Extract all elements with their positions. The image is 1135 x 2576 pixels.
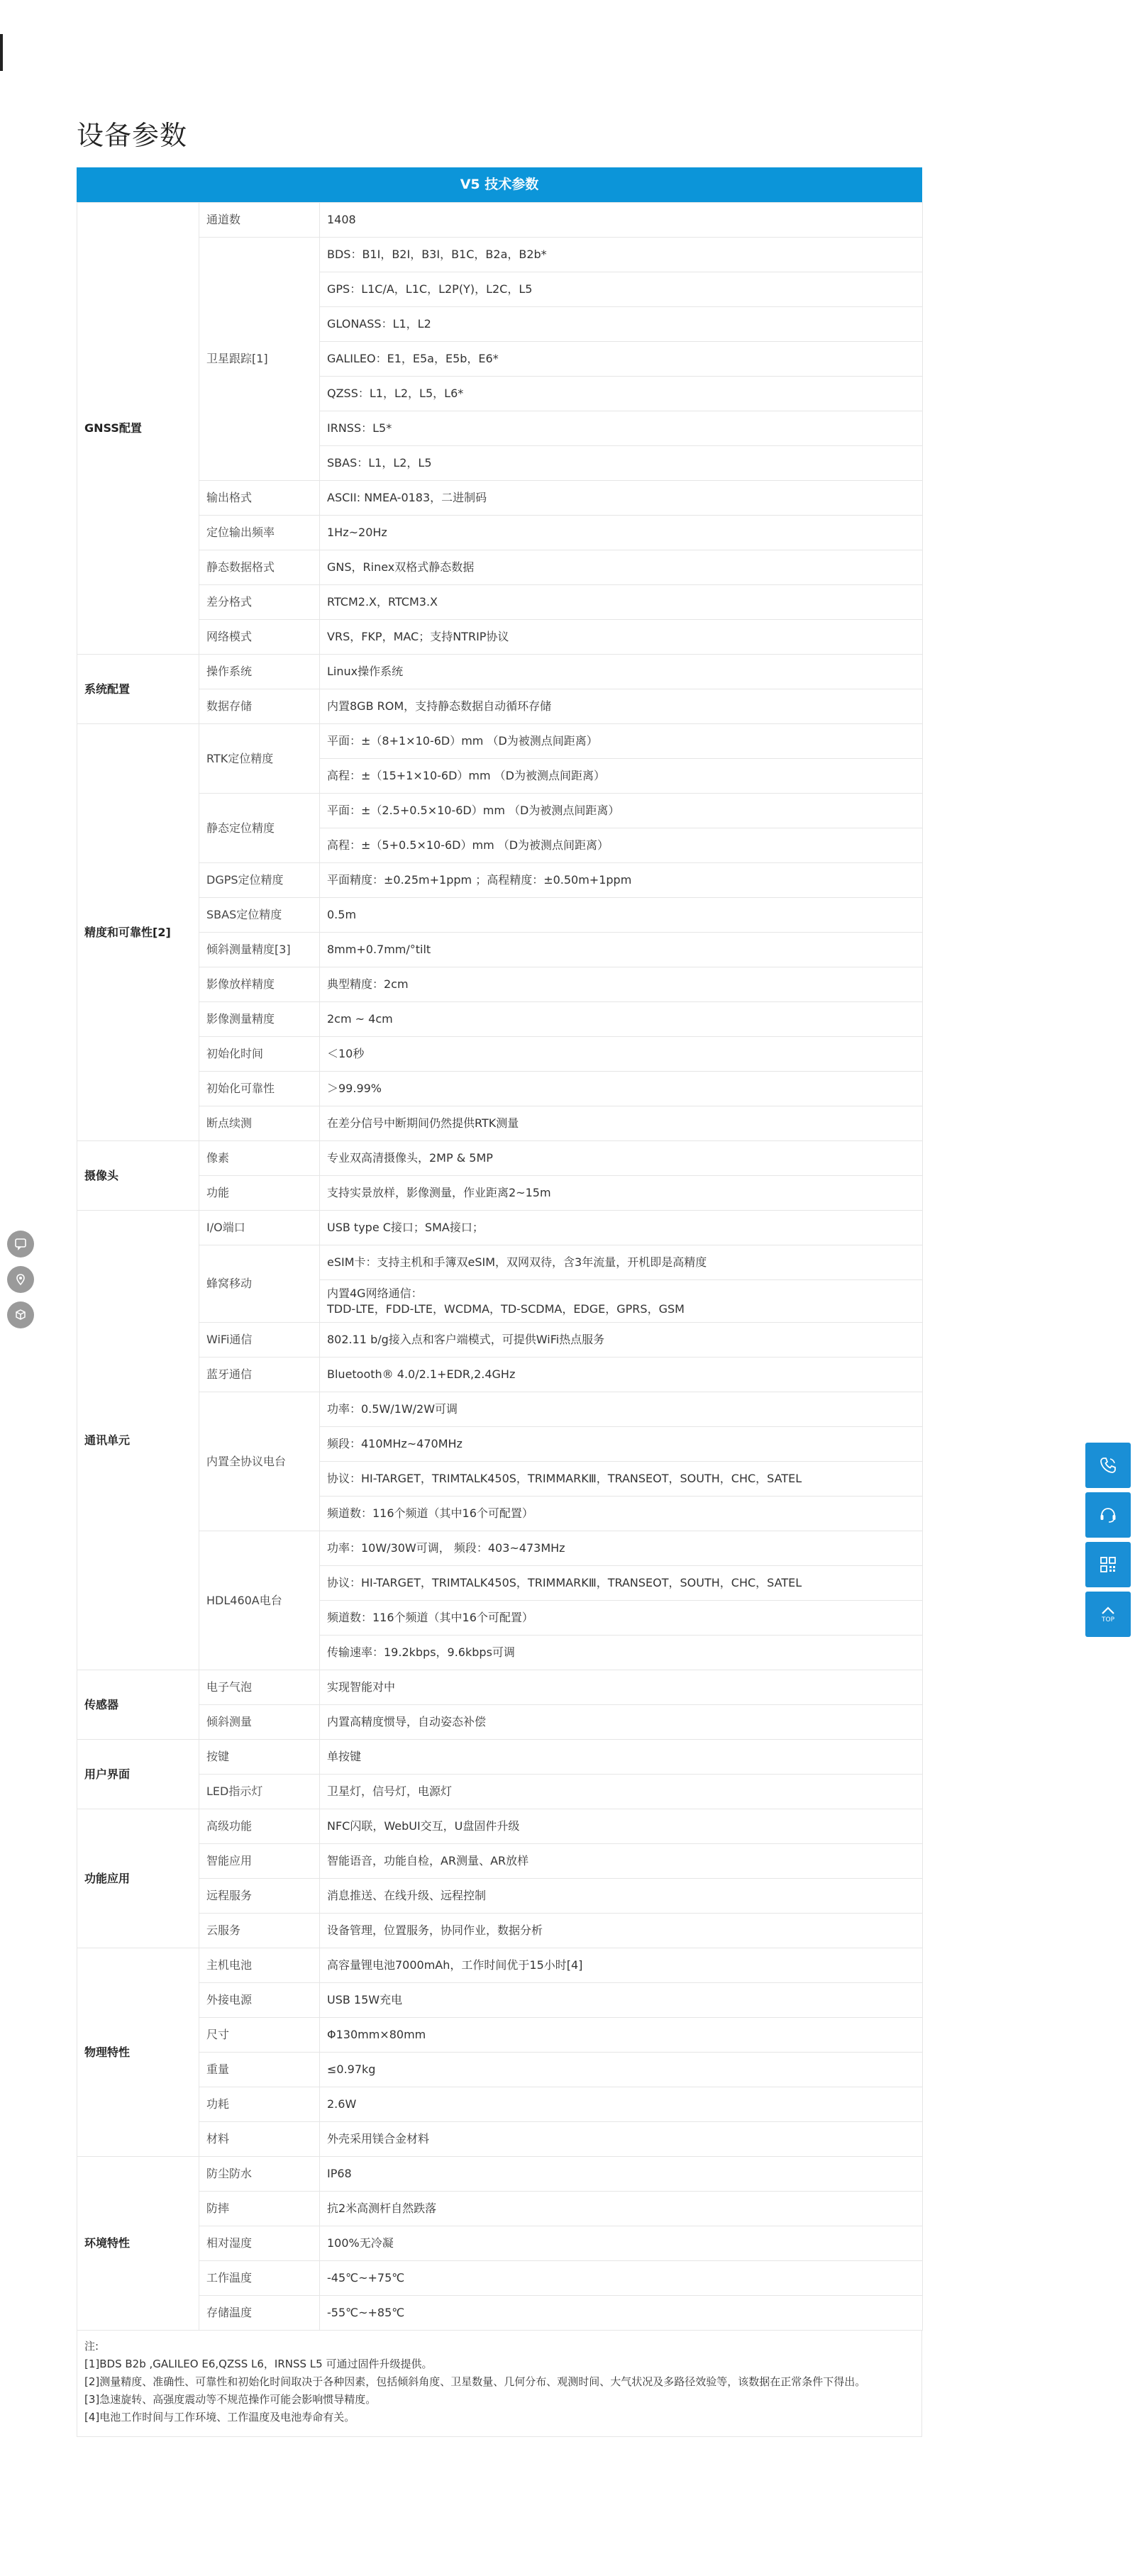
table-row bbox=[77, 1914, 923, 1948]
parameter-name-cell: 云服务 bbox=[199, 1914, 320, 1948]
parameter-value-cell: eSIM卡：支持主机和手簿双eSIM，双网双待，含3年流量，开机即是高精度 bbox=[320, 1245, 923, 1280]
parameter-value-cell: SBAS：L1，L2，L5 bbox=[320, 446, 923, 481]
parameter-value-cell: 1Hz~20Hz bbox=[320, 516, 923, 550]
table-row bbox=[77, 2018, 923, 2053]
parameter-value-cell: Linux操作系统 bbox=[320, 655, 923, 689]
parameter-name-cell: 静态数据格式 bbox=[199, 550, 320, 585]
parameter-value-cell: 支持实景放样，影像测量，作业距离2~15m bbox=[320, 1176, 923, 1211]
parameter-name-cell: DGPS定位精度 bbox=[199, 863, 320, 898]
parameter-name-cell: 防尘防水 bbox=[199, 2157, 320, 2192]
table-row bbox=[77, 1948, 923, 1983]
table-row bbox=[77, 1037, 923, 1072]
category-cell: 物理特性 bbox=[77, 1948, 199, 2157]
parameter-name-cell: HDL460A电台 bbox=[199, 1531, 320, 1670]
table-row bbox=[77, 2053, 923, 2087]
parameter-name-cell: 高级功能 bbox=[199, 1809, 320, 1844]
parameter-name-cell: 主机电池 bbox=[199, 1948, 320, 1983]
table-row bbox=[77, 2122, 923, 2157]
parameter-name-cell: 差分格式 bbox=[199, 585, 320, 620]
table-row bbox=[77, 2296, 923, 2331]
location-icon[interactable] bbox=[7, 1266, 34, 1293]
parameter-value-cell: GALILEO：E1，E5a，E5b，E6* bbox=[320, 342, 923, 377]
parameter-name-cell: 功耗 bbox=[199, 2087, 320, 2122]
parameter-value-cell: 平面：±（8+1×10-6D）mm （D为被测点间距离） bbox=[320, 724, 923, 759]
parameter-value-cell: 频段：410MHz~470MHz bbox=[320, 1427, 923, 1462]
parameter-value-cell: NFC闪联，WebUI交互，U盘固件升级 bbox=[320, 1809, 923, 1844]
parameter-name-cell: 卫星跟踪[1] bbox=[199, 238, 320, 481]
parameter-name-cell: 倾斜测量精度[3] bbox=[199, 933, 320, 967]
parameter-name-cell: 存储温度 bbox=[199, 2296, 320, 2331]
spec-table-header: V5 技术参数 bbox=[77, 167, 922, 202]
parameter-name-cell: 断点续测 bbox=[199, 1106, 320, 1141]
parameter-value-cell: 协议：HI-TARGET，TRIMTALK450S，TRIMMARKⅢ，TRANSEOT，SOUTH，CHC，SATEL bbox=[320, 1566, 923, 1601]
parameter-name-cell: 蜂窝移动 bbox=[199, 1245, 320, 1323]
left-floating-toolbar bbox=[7, 1231, 35, 1337]
parameter-value-cell: RTCM2.X，RTCM3.X bbox=[320, 585, 923, 620]
table-row bbox=[77, 2157, 923, 2192]
parameter-name-cell: 影像放样精度 bbox=[199, 967, 320, 1002]
table-row bbox=[77, 1323, 923, 1358]
table-row bbox=[77, 2226, 923, 2261]
parameter-value-cell: 高程：±（5+0.5×10-6D）mm （D为被测点间距离） bbox=[320, 828, 923, 863]
note-line: [3]急速旋转、高强度震动等不规范操作可能会影响惯导精度。 bbox=[84, 2393, 377, 2406]
spec-table bbox=[77, 202, 923, 2331]
parameter-value-cell: 高容量锂电池7000mAh，工作时间优于15小时[4] bbox=[320, 1948, 923, 1983]
parameter-name-cell: 静态定位精度 bbox=[199, 794, 320, 863]
table-row bbox=[77, 1531, 923, 1566]
parameter-name-cell: 数据存储 bbox=[199, 689, 320, 724]
top-accent-bar bbox=[0, 34, 3, 71]
parameter-value-cell: 802.11 b/g接入点和客户端模式，可提供WiFi热点服务 bbox=[320, 1323, 923, 1358]
parameter-value-cell: 在差分信号中断期间仍然提供RTK测量 bbox=[320, 1106, 923, 1141]
parameter-value-cell: 2cm ~ 4cm bbox=[320, 1002, 923, 1037]
back-to-top-icon[interactable] bbox=[1085, 1592, 1131, 1637]
parameter-value-cell: IRNSS：L5* bbox=[320, 411, 923, 446]
parameter-name-cell: 按键 bbox=[199, 1740, 320, 1775]
phone-icon[interactable] bbox=[1085, 1443, 1131, 1488]
table-row bbox=[77, 1879, 923, 1914]
parameter-name-cell: 工作温度 bbox=[199, 2261, 320, 2296]
table-row bbox=[77, 863, 923, 898]
table-row bbox=[77, 1002, 923, 1037]
parameter-name-cell: 初始化可靠性 bbox=[199, 1072, 320, 1106]
table-row bbox=[77, 967, 923, 1002]
category-cell: 功能应用 bbox=[77, 1809, 199, 1948]
parameter-value-cell: 内置4G网络通信： TDD-LTE，FDD-LTE，WCDMA，TD-SCDMA，EDGE，GPRS，GSM bbox=[320, 1280, 923, 1323]
table-row bbox=[77, 585, 923, 620]
qrcode-icon[interactable] bbox=[1085, 1542, 1131, 1587]
parameter-value-cell: 内置高精度惯导，自动姿态补偿 bbox=[320, 1705, 923, 1740]
parameter-value-cell: Φ130mm×80mm bbox=[320, 2018, 923, 2053]
table-row bbox=[77, 481, 923, 516]
note-line: [2]测量精度、准确性、可靠性和初始化时间取决于各种因素，包括倾斜角度、卫星数量、几何分布、观测时间、大气状况及多路径效验等，该数据在正常条件下得出。 bbox=[84, 2375, 866, 2388]
parameter-name-cell: 外接电源 bbox=[199, 1983, 320, 2018]
parameter-value-cell: 高程：±（15+1×10-6D）mm （D为被测点间距离） bbox=[320, 759, 923, 794]
parameter-name-cell: LED指示灯 bbox=[199, 1775, 320, 1809]
table-row bbox=[77, 1775, 923, 1809]
parameter-value-cell: ≤0.97kg bbox=[320, 2053, 923, 2087]
spec-table-container bbox=[77, 167, 922, 2437]
parameter-name-cell: 蓝牙通信 bbox=[199, 1358, 320, 1392]
parameter-value-cell: 典型精度：2cm bbox=[320, 967, 923, 1002]
parameter-name-cell: 智能应用 bbox=[199, 1844, 320, 1879]
parameter-name-cell: 倾斜测量 bbox=[199, 1705, 320, 1740]
parameter-name-cell: 内置全协议电台 bbox=[199, 1392, 320, 1531]
parameter-value-cell: 抗2米高测杆自然跌落 bbox=[320, 2192, 923, 2226]
parameter-value-cell: 2.6W bbox=[320, 2087, 923, 2122]
table-row bbox=[77, 1983, 923, 2018]
parameter-name-cell: 定位输出频率 bbox=[199, 516, 320, 550]
parameter-value-cell: VRS，FKP，MAC；支持NTRIP协议 bbox=[320, 620, 923, 655]
table-row bbox=[77, 794, 923, 828]
right-floating-toolbar bbox=[1085, 1443, 1131, 1641]
parameter-value-cell: 平面精度：±0.25m+1ppm ；高程精度：±0.50m+1ppm bbox=[320, 863, 923, 898]
parameter-value-cell: GNS，Rinex双格式静态数据 bbox=[320, 550, 923, 585]
category-cell: 传感器 bbox=[77, 1670, 199, 1740]
parameter-value-cell: 平面：±（2.5+0.5×10-6D）mm （D为被测点间距离） bbox=[320, 794, 923, 828]
parameter-value-cell: 卫星灯，信号灯，电源灯 bbox=[320, 1775, 923, 1809]
parameter-name-cell: 电子气泡 bbox=[199, 1670, 320, 1705]
parameter-name-cell: RTK定位精度 bbox=[199, 724, 320, 794]
parameter-value-cell: -55℃~+85℃ bbox=[320, 2296, 923, 2331]
parameter-value-cell: 8mm+0.7mm/°tilt bbox=[320, 933, 923, 967]
category-cell: 通讯单元 bbox=[77, 1211, 199, 1670]
table-row bbox=[77, 2192, 923, 2226]
table-row bbox=[77, 655, 923, 689]
back-to-top-label: TOP bbox=[1101, 1616, 1114, 1623]
category-cell: 系统配置 bbox=[77, 655, 199, 724]
parameter-value-cell: ASCII: NMEA-0183，二进制码 bbox=[320, 481, 923, 516]
parameter-name-cell: 尺寸 bbox=[199, 2018, 320, 2053]
parameter-value-cell: 内置8GB ROM，支持静态数据自动循环存储 bbox=[320, 689, 923, 724]
parameter-value-cell: 功率：0.5W/1W/2W可调 bbox=[320, 1392, 923, 1427]
table-row bbox=[77, 203, 923, 238]
parameter-value-cell: 单按键 bbox=[320, 1740, 923, 1775]
page-title: 设备参数 bbox=[77, 120, 188, 151]
parameter-name-cell: 初始化时间 bbox=[199, 1037, 320, 1072]
table-row bbox=[77, 1245, 923, 1280]
parameter-name-cell: 相对湿度 bbox=[199, 2226, 320, 2261]
parameter-value-cell: IP68 bbox=[320, 2157, 923, 2192]
parameter-value-cell: 频道数：116个频道（其中16个可配置） bbox=[320, 1601, 923, 1636]
parameter-name-cell: I/O端口 bbox=[199, 1211, 320, 1245]
table-row bbox=[77, 933, 923, 967]
parameter-name-cell: 防摔 bbox=[199, 2192, 320, 2226]
parameter-value-cell: 消息推送、在线升级、远程控制 bbox=[320, 1879, 923, 1914]
table-row bbox=[77, 516, 923, 550]
table-row bbox=[77, 1809, 923, 1844]
parameter-value-cell: 1408 bbox=[320, 203, 923, 238]
table-row bbox=[77, 689, 923, 724]
table-row bbox=[77, 550, 923, 585]
parameter-value-cell: 实现智能对中 bbox=[320, 1670, 923, 1705]
parameter-value-cell: 协议：HI-TARGET，TRIMTALK450S，TRIMMARKⅢ，TRANSEOT，SOUTH，CHC，SATEL bbox=[320, 1462, 923, 1497]
notes-section bbox=[77, 2331, 922, 2437]
parameter-value-cell: 频道数：116个频道（其中16个可配置） bbox=[320, 1497, 923, 1531]
parameter-value-cell: BDS：B1I，B2I，B3I，B1C，B2a，B2b* bbox=[320, 238, 923, 272]
table-row bbox=[77, 1844, 923, 1879]
category-cell: 摄像头 bbox=[77, 1141, 199, 1211]
parameter-name-cell: WiFi通信 bbox=[199, 1323, 320, 1358]
parameter-value-cell: 智能语音，功能自检，AR测量、AR放样 bbox=[320, 1844, 923, 1879]
parameter-name-cell: 网络模式 bbox=[199, 620, 320, 655]
note-line: [4]电池工作时间与工作环境、工作温度及电池寿命有关。 bbox=[84, 2411, 355, 2424]
parameter-name-cell: 远程服务 bbox=[199, 1879, 320, 1914]
table-row bbox=[77, 238, 923, 272]
parameter-value-cell: USB type C接口；SMA接口； bbox=[320, 1211, 923, 1245]
table-row bbox=[77, 1141, 923, 1176]
parameter-name-cell: SBAS定位精度 bbox=[199, 898, 320, 933]
table-row bbox=[77, 620, 923, 655]
parameter-value-cell: 0.5m bbox=[320, 898, 923, 933]
category-cell: GNSS配置 bbox=[77, 203, 199, 655]
parameter-value-cell: ＜10秒 bbox=[320, 1037, 923, 1072]
parameter-value-cell: 设备管理，位置服务，协同作业，数据分析 bbox=[320, 1914, 923, 1948]
parameter-name-cell: 影像测量精度 bbox=[199, 1002, 320, 1037]
table-row bbox=[77, 1072, 923, 1106]
parameter-value-cell: ＞99.99% bbox=[320, 1072, 923, 1106]
parameter-value-cell: Bluetooth® 4.0/2.1+EDR,2.4GHz bbox=[320, 1358, 923, 1392]
table-row bbox=[77, 1392, 923, 1427]
parameter-value-cell: USB 15W充电 bbox=[320, 1983, 923, 2018]
message-icon[interactable] bbox=[7, 1231, 34, 1258]
cube-icon[interactable] bbox=[7, 1301, 34, 1328]
table-row bbox=[77, 1740, 923, 1775]
parameter-name-cell: 像素 bbox=[199, 1141, 320, 1176]
parameter-value-cell: 100%无冷凝 bbox=[320, 2226, 923, 2261]
table-row bbox=[77, 2261, 923, 2296]
table-row bbox=[77, 1705, 923, 1740]
parameter-name-cell: 材料 bbox=[199, 2122, 320, 2157]
notes-title: 注: bbox=[84, 2340, 99, 2353]
parameter-value-cell: GLONASS：L1，L2 bbox=[320, 307, 923, 342]
table-row bbox=[77, 1176, 923, 1211]
table-row bbox=[77, 898, 923, 933]
parameter-value-cell: 功率：10W/30W可调， 频段：403~473MHz bbox=[320, 1531, 923, 1566]
parameter-value-cell: GPS：L1C/A，L1C，L2P(Y)，L2C，L5 bbox=[320, 272, 923, 307]
table-row bbox=[77, 1358, 923, 1392]
parameter-name-cell: 操作系统 bbox=[199, 655, 320, 689]
parameter-value-cell: 外壳采用镁合金材料 bbox=[320, 2122, 923, 2157]
parameter-name-cell: 通道数 bbox=[199, 203, 320, 238]
table-row bbox=[77, 1211, 923, 1245]
parameter-name-cell: 输出格式 bbox=[199, 481, 320, 516]
parameter-value-cell: QZSS：L1，L2，L5，L6* bbox=[320, 377, 923, 411]
parameter-value-cell: -45℃~+75℃ bbox=[320, 2261, 923, 2296]
note-line: [1]BDS B2b ,GALILEO E6,QZSS L6，IRNSS L5 可通过固件升级提供。 bbox=[84, 2358, 433, 2370]
parameter-name-cell: 重量 bbox=[199, 2053, 320, 2087]
parameter-value-cell: 专业双高清摄像头，2MP & 5MP bbox=[320, 1141, 923, 1176]
table-row bbox=[77, 1106, 923, 1141]
category-cell: 精度和可靠性[2] bbox=[77, 724, 199, 1141]
headset-icon[interactable] bbox=[1085, 1492, 1131, 1538]
category-cell: 环境特性 bbox=[77, 2157, 199, 2331]
parameter-value-cell: 传输速率：19.2kbps，9.6kbps可调 bbox=[320, 1636, 923, 1670]
category-cell: 用户界面 bbox=[77, 1740, 199, 1809]
table-row bbox=[77, 2087, 923, 2122]
table-row bbox=[77, 724, 923, 759]
parameter-name-cell: 功能 bbox=[199, 1176, 320, 1211]
table-row bbox=[77, 1670, 923, 1705]
